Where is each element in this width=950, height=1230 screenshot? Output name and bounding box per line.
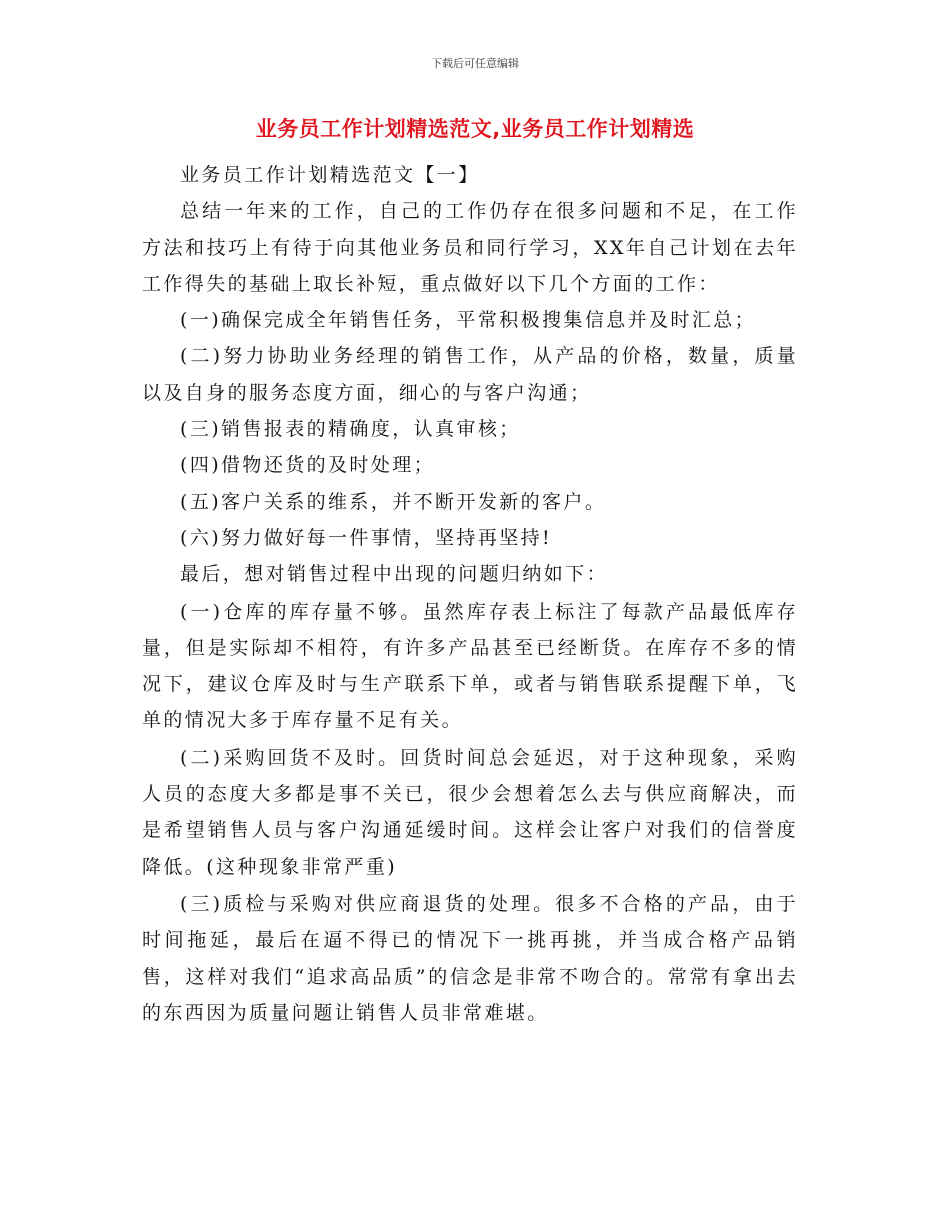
- page-header-note: 下载后可任意编辑: [431, 57, 519, 70]
- plan-item-5: (五)客户关系的维系，并不断开发新的客户。: [180, 490, 607, 513]
- plan-item-1: (一)确保完成全年销售任务，平常积极搜集信息并及时汇总；: [180, 309, 757, 332]
- paragraph-summary: 总结一年来的工作，自己的工作仍存在很多问题和不足，在工作方法和技巧上有待于向其他业务员和同行学习，XX年自己计划在去年工作得失的基础上取长补短，重点做好以下几个方面的工作：: [142, 200, 798, 295]
- plan-item-2: (二)努力协助业务经理的销售工作，从产品的价格，数量，质量以及自身的服务态度方面，细心的与客户沟通；: [142, 345, 798, 404]
- problem-item-1: (一)仓库的库存量不够。虽然库存表上标注了每款产品最低库存量，但是实际却不相符，有许多产品甚至已经断货。在库存不多的情况下，建议仓库及时与生产联系下单，或者与销售联系提醒下单，飞单的情况大多于库存量不足有关。: [142, 600, 798, 732]
- plan-item-4: (四)借物还货的及时处理；: [180, 454, 436, 477]
- plan-item-6: (六)努力做好每一件事情，坚持再坚持!: [180, 526, 553, 549]
- problem-item-2: (二)采购回货不及时。回货时间总会延迟，对于这种现象，采购人员的态度大多都是事不关已，很少会想着怎么去与供应商解决，而是希望销售人员与客户沟通延缓时间。这样会让客户对我们的信誉度降低。(这种现象非常严重): [142, 746, 798, 878]
- document-title: 业务员工作计划精选范文,业务员工作计划精选: [255, 117, 695, 141]
- section-heading: 业务员工作计划精选范文【一】: [180, 164, 480, 186]
- plan-item-3: (三)销售报表的精确度，认真审核；: [180, 418, 521, 441]
- problems-intro: 最后，想对销售过程中出现的问题归纳如下：: [180, 563, 609, 586]
- problem-item-3: (三)质检与采购对供应商退货的处理。很多不合格的产品，由于时间拖延，最后在逼不得已的情况下一挑再挑，并当成合格产品销售，这样对我们“追求高品质”的信念是非常不吻合的。常常有拿出去的东西因为质量问题让销售人员非常难堪。: [142, 892, 798, 1024]
- document-body: [142, 157, 798, 1031]
